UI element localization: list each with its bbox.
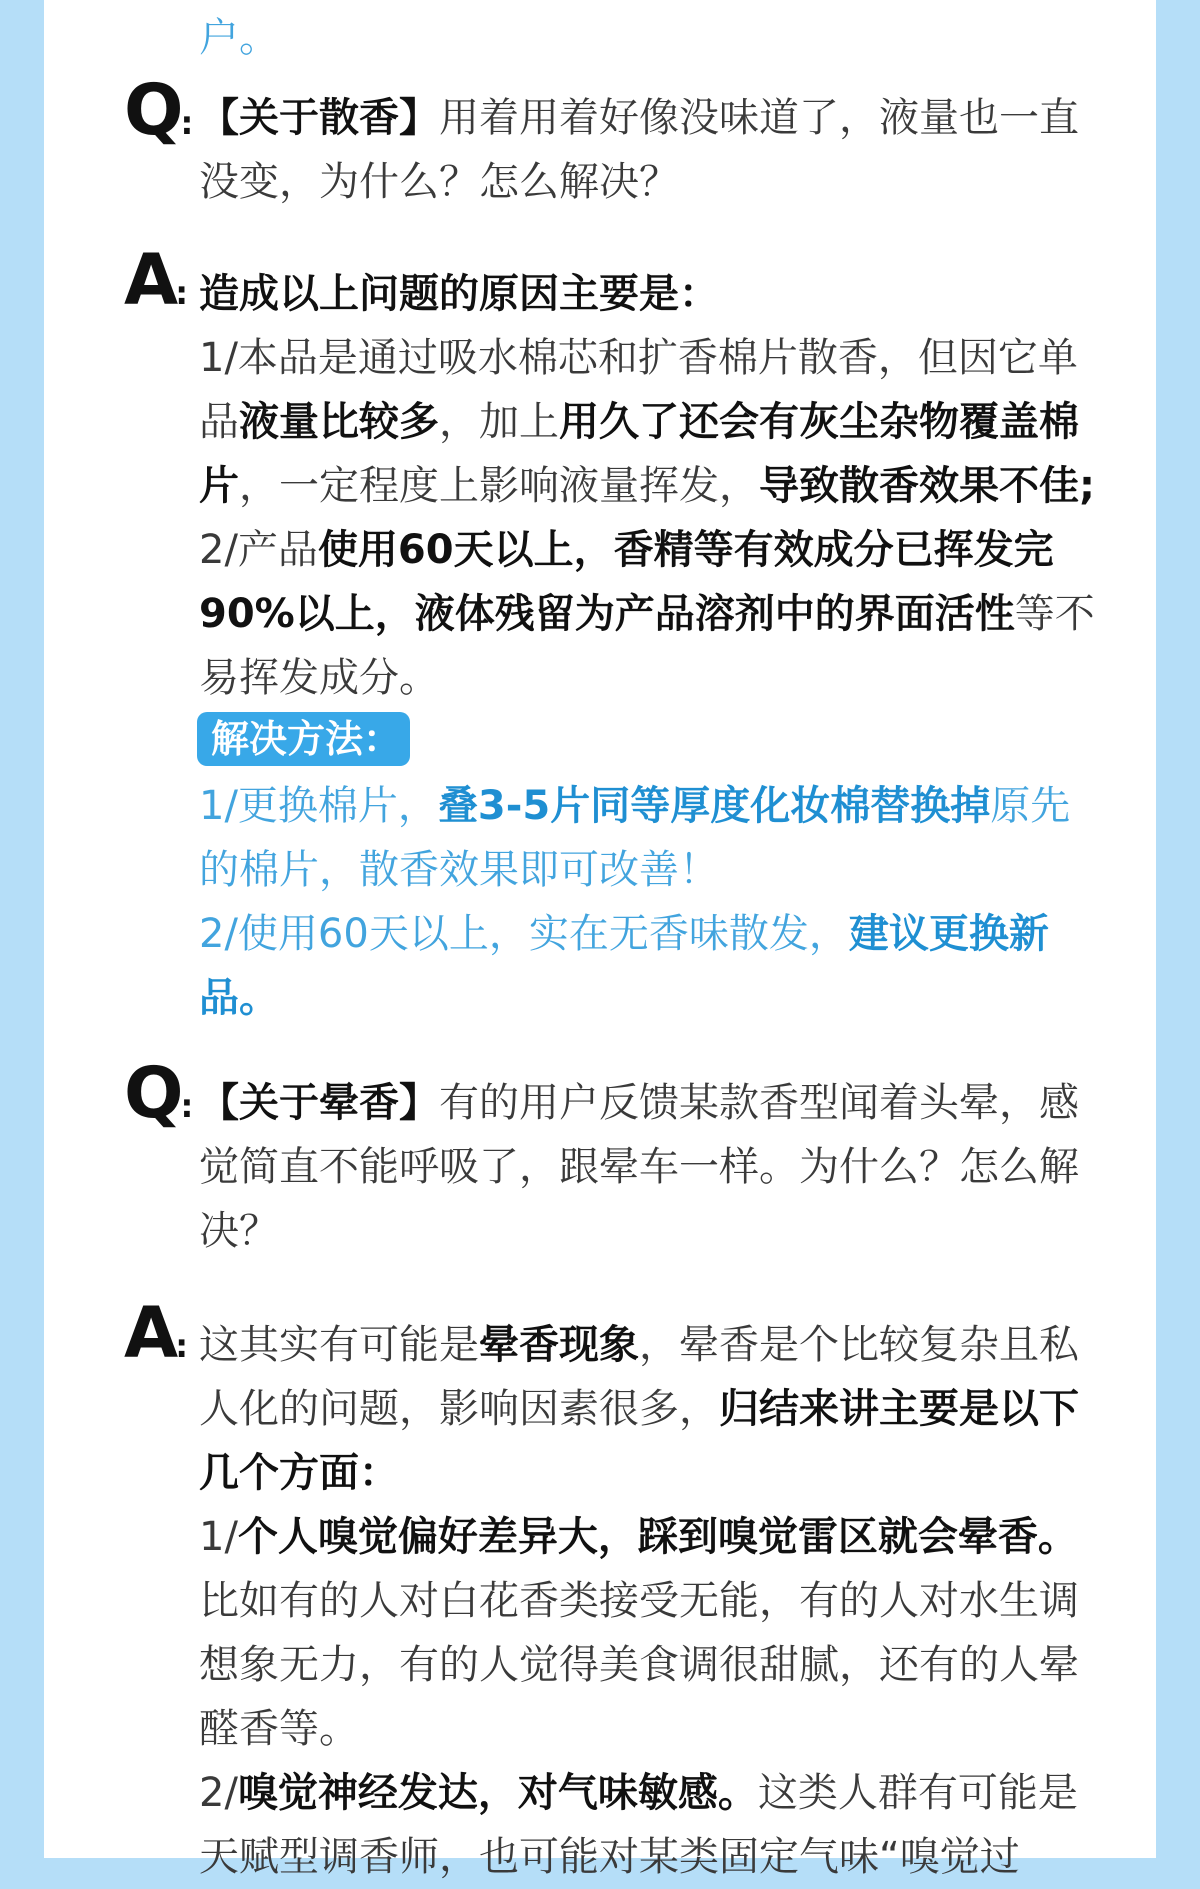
answer-1-heading: 造成以上问题的原因主要是： bbox=[199, 271, 719, 317]
solution-line-1: 1/更换棉片，叠3-5片同等厚度化妆棉替换掉原先 bbox=[199, 783, 1071, 829]
a-mark: A: bbox=[124, 239, 188, 321]
answer-1-line-1: 1/本品是通过吸水棉芯和扩香棉片散香，但因它单 bbox=[199, 335, 1078, 381]
answer-2-line-2: 人化的问题，影响因素很多，归结来讲主要是以下 bbox=[199, 1386, 1079, 1432]
question-2-line-3: 决？ bbox=[199, 1208, 279, 1254]
answer-2-line-8: 2/嗅觉神经发达，对气味敏感。这类人群有可能是 bbox=[199, 1770, 1078, 1816]
question-1-line-2: 没变，为什么？怎么解决？ bbox=[199, 159, 679, 205]
question-2-line-2: 觉简直不能呼吸了，跟晕车一样。为什么？怎么解 bbox=[199, 1144, 1079, 1190]
answer-2-line-4: 1/个人嗅觉偏好差异大，踩到嗅觉雷区就会晕香。 bbox=[199, 1514, 1078, 1560]
answer-1-line-2: 品液量比较多，加上用久了还会有灰尘杂物覆盖棉 bbox=[199, 399, 1079, 445]
answer-1-line-6: 易挥发成分。 bbox=[199, 655, 439, 701]
answer-1-line-5: 90%以上，液体残留为产品溶剂中的界面活性等不 bbox=[199, 591, 1095, 637]
answer-2-line-3: 几个方面： bbox=[199, 1450, 399, 1496]
question-2-line-1: 【关于晕香】有的用户反馈某款香型闻着头晕，感 bbox=[199, 1080, 1079, 1126]
solution-line-2: 的棉片，散香效果即可改善！ bbox=[199, 847, 719, 893]
a-mark: A: bbox=[124, 1292, 188, 1374]
answer-2-line-6: 想象无力，有的人觉得美食调很甜腻，还有的人晕 bbox=[199, 1642, 1079, 1688]
answer-2-line-9: 天赋型调香师，也可能对某类固定气味“嗅觉过 bbox=[199, 1834, 1020, 1880]
solution-line-4: 品。 bbox=[199, 975, 279, 1021]
question-1-line-1: 【关于散香】用着用着好像没味道了，液量也一直 bbox=[199, 95, 1079, 141]
solution-badge: 解决方法： bbox=[197, 712, 410, 766]
q-mark: Q: bbox=[124, 69, 194, 151]
solution-line-3: 2/使用60天以上，实在无香味散发，建议更换新 bbox=[199, 911, 1049, 957]
answer-1-line-4: 2/产品使用60天以上，香精等有效成分已挥发完 bbox=[199, 527, 1054, 573]
answer-2-line-7: 醛香等。 bbox=[199, 1706, 359, 1752]
answer-1-line-3: 片，一定程度上影响液量挥发，导致散香效果不佳; bbox=[199, 463, 1095, 509]
intro-tail: 户。 bbox=[199, 15, 279, 61]
q-mark: Q: bbox=[124, 1052, 194, 1134]
answer-2-line-1: 这其实有可能是晕香现象，晕香是个比较复杂且私 bbox=[199, 1322, 1079, 1368]
answer-2-line-5: 比如有的人对白花香类接受无能，有的人对水生调 bbox=[199, 1578, 1079, 1624]
